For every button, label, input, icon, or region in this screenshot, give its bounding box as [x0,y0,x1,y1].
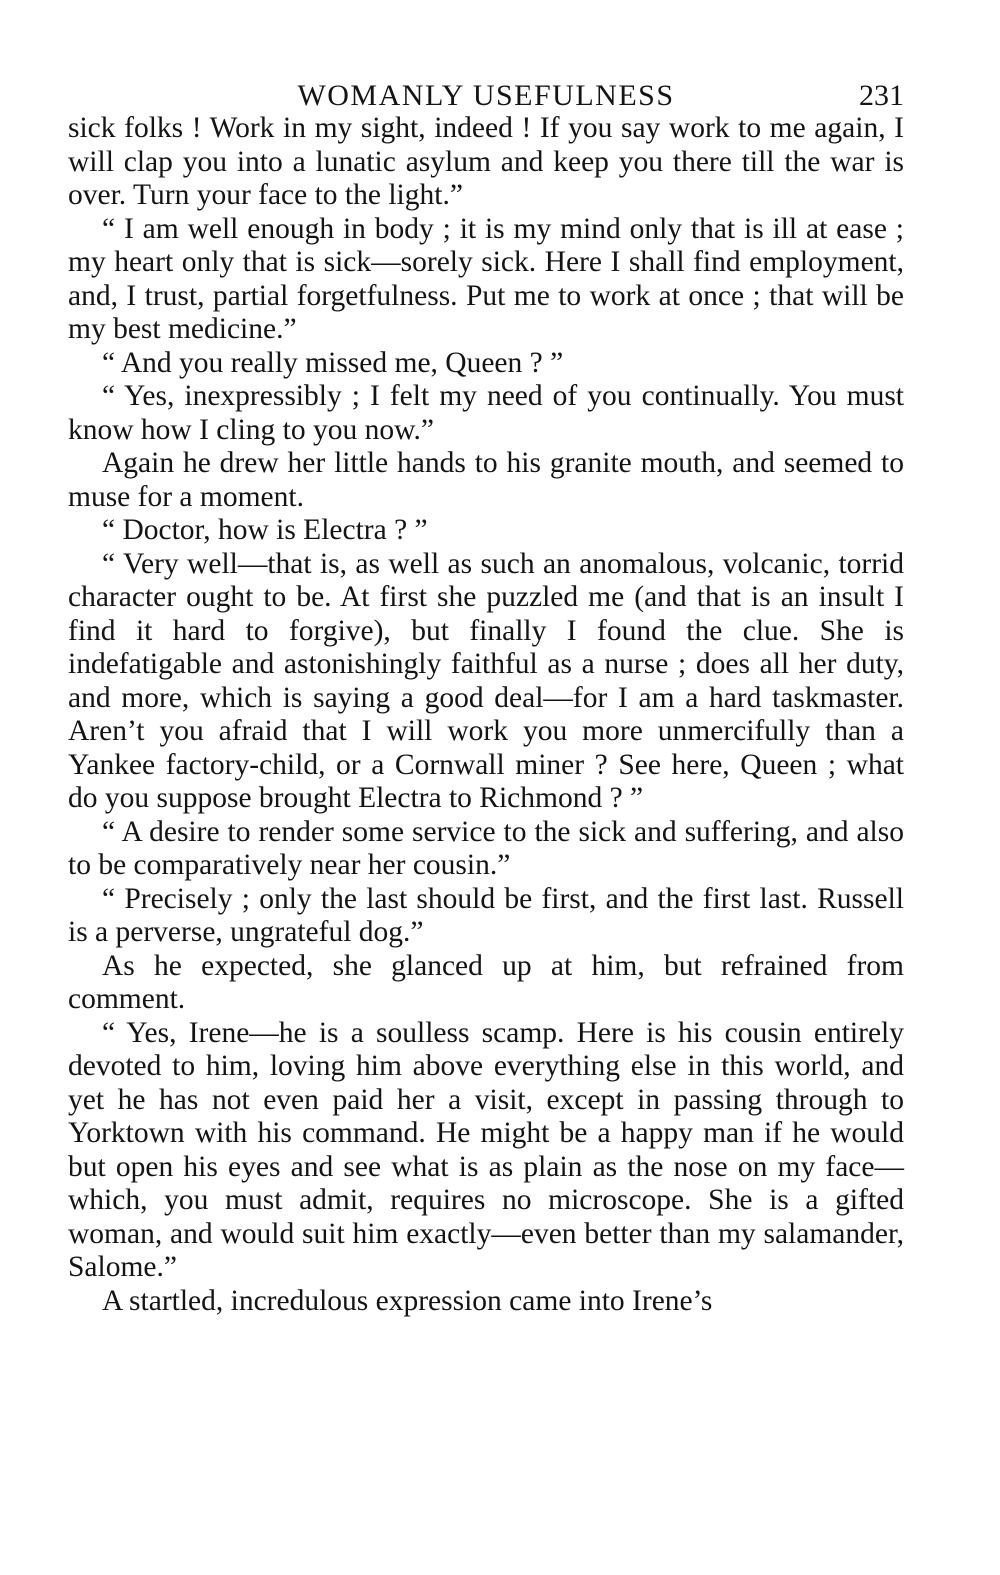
paragraph: “ Doctor, how is Electra ? ” [102,514,428,546]
page-number: 231 [859,79,904,112]
paragraph-final-fragment: A startled, incredulous expression came into Irene’s [102,1284,713,1317]
paragraph: “ Precisely ; only the last should be first, and the first last. Russell is a perverse, ungrateful dog.” [68,882,904,948]
paragraph: “ Yes, Irene—he is a soulless scamp. Here is his cousin entirely devoted to him, loving him above everything else in this world, and yet he has not even paid her a visit, except in passing through to Yorktown with his command. He might be a happy man if he would but open his eyes and see what is as plain as the nose on my face—which, you must admit, requires no microscope. She is a gifted woman, and would suit him exactly—even better than my salamander, Salome.” [68,1016,904,1283]
running-title: WOMANLY USEFULNESS [297,79,675,112]
paragraph: “ Very well—that is, as well as such an anomalous, volcanic, torrid character ought to be. At first she puzzled me (and that is an insult I find it hard to forgive), but finally I found the clue. She is indefatigable and astonishingly faithful as a nurse ; does all her duty, and more, which is saying a good deal—for I am a hard taskmaster. Aren’t you afraid that I will work you more unmercifully than a Yankee factory-child, or a Cornwall miner ? See here, Queen ; what do you suppose brought Electra to Richmond ? ” [68,547,904,814]
paragraph: “ I am well enough in body ; it is my mind only that is ill at ease ; my heart only that is sick—sorely sick. Here I shall find employment, and, I trust, partial forgetfulness. Put me to work at once ; that will be my best medicine.” [68,212,904,345]
running-header [68,76,904,116]
paragraph: “ A desire to render some service to the sick and suffering, and also to be comparatively near her cousin.” [68,815,904,881]
paragraph: “ And you really missed me, Queen ? ” [102,346,564,379]
book-page [68,76,904,1318]
paragraph: Again he drew her little hands to his granite mouth, and seemed to muse for a moment. [68,447,904,513]
paragraph: “ Yes, inexpressibly ; I felt my need of you continually. You must know how I cling to you now.” [68,380,904,446]
paragraph-continuation: sick folks ! Work in my sight, indeed ! If you say work to me again, I will clap you into a lunatic asylum and keep you there till the war is over. Turn your face to the light.” [68,112,904,211]
body-text [68,112,904,1318]
paragraph: As he expected, she glanced up at him, but refrained from comment. [68,949,904,1015]
